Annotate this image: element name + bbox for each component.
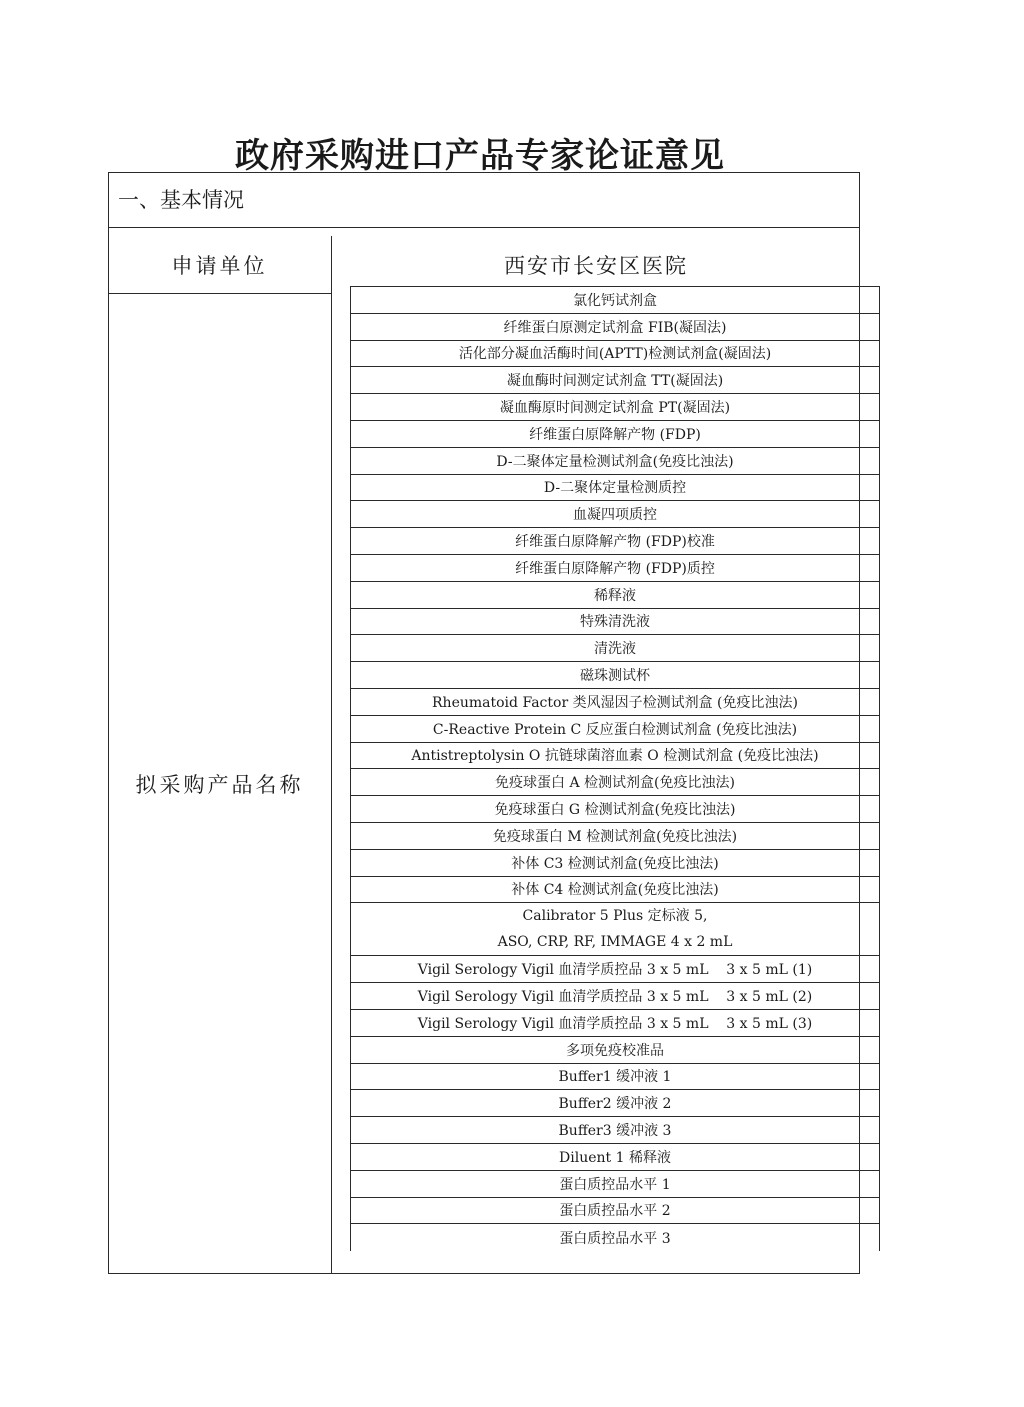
product-row: 特殊清洗液: [351, 609, 879, 636]
product-row: 纤维蛋白原降解产物 (FDP): [351, 421, 879, 448]
product-row: 血凝四项质控: [351, 501, 879, 528]
product-row: 补体 C3 检测试剂盒(免疫比浊法): [351, 850, 879, 877]
product-row: Buffer1 缓冲液 1: [351, 1064, 879, 1091]
product-row: D-二聚体定量检测质控: [351, 475, 879, 502]
product-row: 蛋白质控品水平 1: [351, 1171, 879, 1198]
applicant-label: 申请单位: [108, 236, 332, 294]
product-row: 纤维蛋白原测定试剂盒 FIB(凝固法): [351, 314, 879, 341]
product-row: Diluent 1 稀释液: [351, 1144, 879, 1171]
product-row: 纤维蛋白原降解产物 (FDP)质控: [351, 555, 879, 582]
product-row: 氯化钙试剂盒: [351, 287, 879, 314]
calibrator-line-2: ASO, CRP, RF, IMMAGE 4 x 2 mL: [497, 934, 733, 951]
product-row: 凝血酶时间测定试剂盒 TT(凝固法): [351, 367, 879, 394]
product-row: Buffer3 缓冲液 3: [351, 1117, 879, 1144]
product-row: 凝血酶原时间测定试剂盒 PT(凝固法): [351, 394, 879, 421]
product-row: 纤维蛋白原降解产物 (FDP)校准: [351, 528, 879, 555]
product-row: 蛋白质控品水平 3: [559, 1230, 671, 1247]
product-row: 磁珠测试杯: [351, 662, 879, 689]
product-row-calibrator: [351, 903, 879, 956]
calibrator-line-1: Calibrator 5 Plus 定标液 5,: [522, 908, 708, 925]
product-row: Vigil Serology Vigil 血清学质控品 3 x 5 mL 3 x 5 mL (3): [351, 1010, 879, 1037]
product-row: 活化部分凝血活酶时间(APTT)检测试剂盒(凝固法): [351, 341, 879, 368]
product-row: Vigil Serology Vigil 血清学质控品 3 x 5 mL 3 x 5 mL (2): [351, 983, 879, 1010]
product-row: 清洗液: [351, 635, 879, 662]
product-list: [350, 286, 880, 1251]
product-row: Buffer2 缓冲液 2: [351, 1090, 879, 1117]
product-row: C-Reactive Protein C 反应蛋白检测试剂盒 (免疫比浊法): [351, 716, 879, 743]
product-row: 免疫球蛋白 A 检测试剂盒(免疫比浊法): [351, 769, 879, 796]
product-row: 多项免疫校准品: [351, 1037, 879, 1064]
section-header: 一、基本情况: [108, 172, 860, 228]
products-label: 拟采购产品名称: [108, 294, 332, 1274]
product-row: 蛋白质控品水平 2: [351, 1198, 879, 1225]
product-row: Rheumatoid Factor 类风湿因子检测试剂盒 (免疫比浊法): [351, 689, 879, 716]
product-row: Vigil Serology Vigil 血清学质控品 3 x 5 mL 3 x 5 mL (1): [351, 956, 879, 983]
document-title: 政府采购进口产品专家论证意见: [235, 136, 725, 176]
product-row: 补体 C4 检测试剂盒(免疫比浊法): [351, 877, 879, 904]
product-row: 免疫球蛋白 G 检测试剂盒(免疫比浊法): [351, 796, 879, 823]
product-row: Antistreptolysin O 抗链球菌溶血素 O 检测试剂盒 (免疫比浊法): [351, 743, 879, 770]
product-row: 免疫球蛋白 M 检测试剂盒(免疫比浊法): [351, 823, 879, 850]
applicant-value: 西安市长安区医院: [504, 254, 688, 278]
product-row: 稀释液: [351, 582, 879, 609]
product-row: D-二聚体定量检测试剂盒(免疫比浊法): [351, 448, 879, 475]
